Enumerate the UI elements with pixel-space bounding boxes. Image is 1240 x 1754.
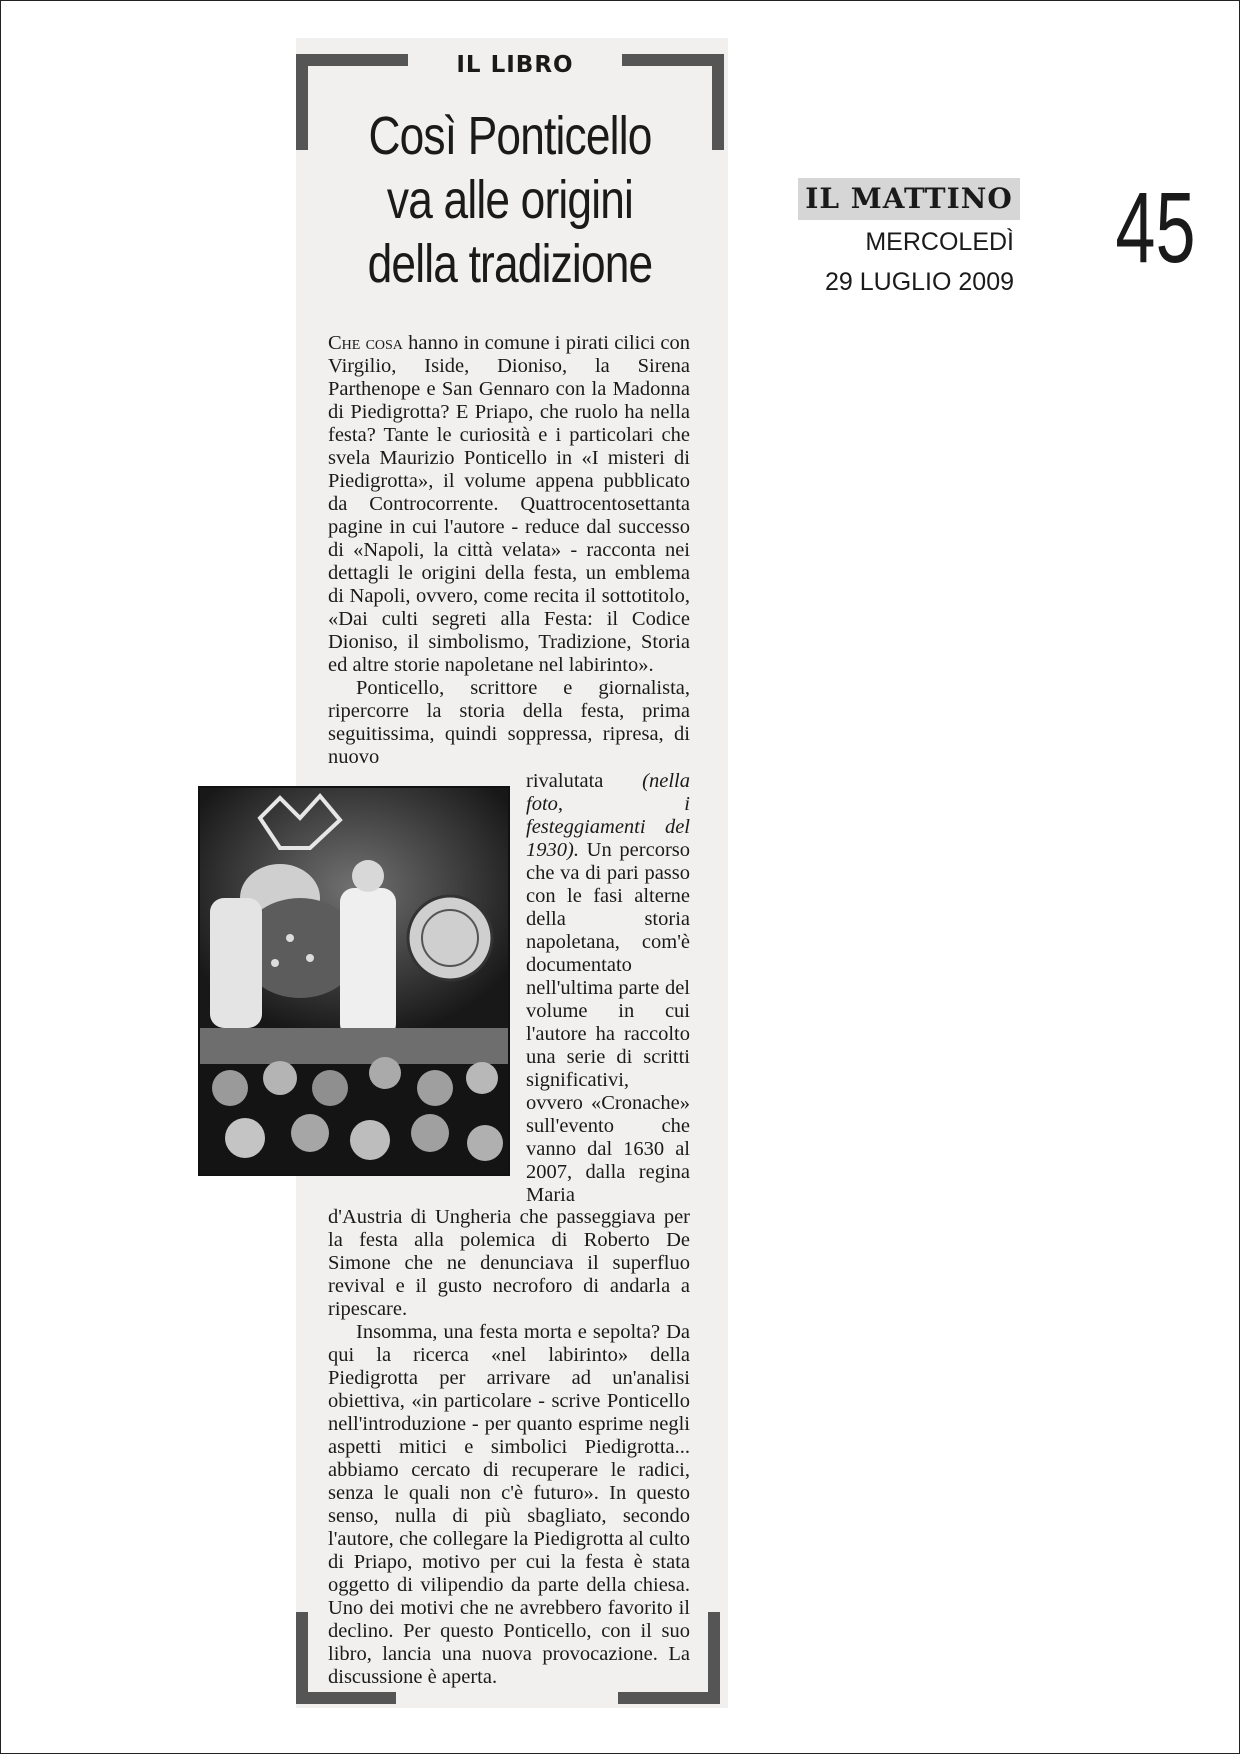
paragraph-2-side-start: rivalutata — [526, 770, 643, 792]
paragraph-2-bottom: d'Austria di Ungheria che passeggiava per la festa alla polemica di Roberto De Simone che ne denunciava il superfluo revival e il gusto necroforo di andarla a ripescare. — [328, 1206, 690, 1320]
paragraph-3: Insomma, una festa morta e sepolta? Da qui la ricerca «nel labirinto» della Piedigrotta per arrivare ad un'analisi obiettiva, «in particolare - scrive Ponticello nell'introduzione - per quanto esprime negli aspetti mitici e simbolici Piedigrotta... abbiamo cercato di recuperare le radici, senza le quali non c'è futuro». In questo senso, nulla di più sbagliato, secondo l'autore, che collegare la Piedigrotta al culto di Priapo, motivo per cui la festa è stata oggetto di vilipendio da parte della chiesa. Uno dei motivi che ne avrebbero favorito il declino. Per questo Ponticello, con il suo libro, lancia una nuova provocazione. La discussione è aperta. — [328, 1321, 690, 1688]
bracket-top-left-bar — [296, 54, 408, 66]
section-kicker: IL LIBRO — [456, 52, 574, 78]
article-photo — [198, 786, 510, 1176]
bracket-bottom-right-bar — [618, 1692, 720, 1704]
article-body-bottom — [328, 1206, 690, 1689]
headline — [346, 104, 674, 296]
paragraph-1-text: hanno in comune i pirati cilici con Virgilio, Iside, Dioniso, la Sirena Parthenope e San Gennaro con la Madonna di Piedigrotta? E Priapo, che ruolo ha nella festa? Tante le curiosità e i particolari che svela Maurizio Ponticello in «I misteri di Piedigrotta», il volume appena pubblicato da Controcorrente. Quattrocentosettanta pagine in cui l'autore - reduce dal successo di «Napoli, la città velata» - racconta nei dettagli le origini della festa, un emblema di Napoli, ovvero, come recita il sottotitolo, «Dai culti segreti alla Festa: il Codice Dioniso, il simbolismo, Tradizione, Storia ed altre storie napoletane nel labirinto». — [328, 332, 690, 676]
photo-caption: (nella foto, i festeggiamenti del 1930). — [526, 770, 690, 861]
paragraph-2-top: Ponticello, scrittore e giornalista, ripercorre la storia della festa, prima seguitissima, quindi soppressa, ripresa, di nuovo — [328, 677, 690, 768]
bracket-bottom-left-bar — [296, 1692, 396, 1704]
lead-small-caps: Che cosa — [328, 332, 403, 354]
paragraph-1 — [328, 332, 690, 677]
page-number: 45 — [1115, 172, 1196, 284]
publication-date: 29 LUGLIO 2009 — [824, 268, 1014, 296]
paragraph-2-side — [526, 770, 690, 1207]
headline-line-2: va alle origini — [386, 170, 634, 230]
headline-line-1: Così Ponticello — [368, 106, 652, 166]
bracket-bottom-left — [296, 1612, 308, 1704]
bracket-top-right — [712, 54, 724, 150]
article-body-side — [526, 770, 690, 1207]
newspaper-name: IL MATTINO — [798, 178, 1020, 220]
bracket-bottom-right — [708, 1612, 720, 1704]
festival-photo-illustration — [200, 788, 508, 1174]
bracket-top-left — [296, 54, 308, 150]
bracket-top-right-bar — [622, 54, 724, 66]
paragraph-2-side-rest: Un percorso che va di pari passo con le fasi alterne della storia napoletana, com'è documentato nell'ultima parte del volume in cui l'autore ha raccolto una serie di scritti significativi, ovvero «Cronache» sull'evento che vanno dal 1630 al 2007, dalla regina Maria — [526, 839, 690, 1206]
publication-weekday: MERCOLEDÌ — [865, 228, 1014, 256]
article-body-top — [328, 332, 690, 769]
headline-line-3: della tradizione — [367, 234, 653, 294]
